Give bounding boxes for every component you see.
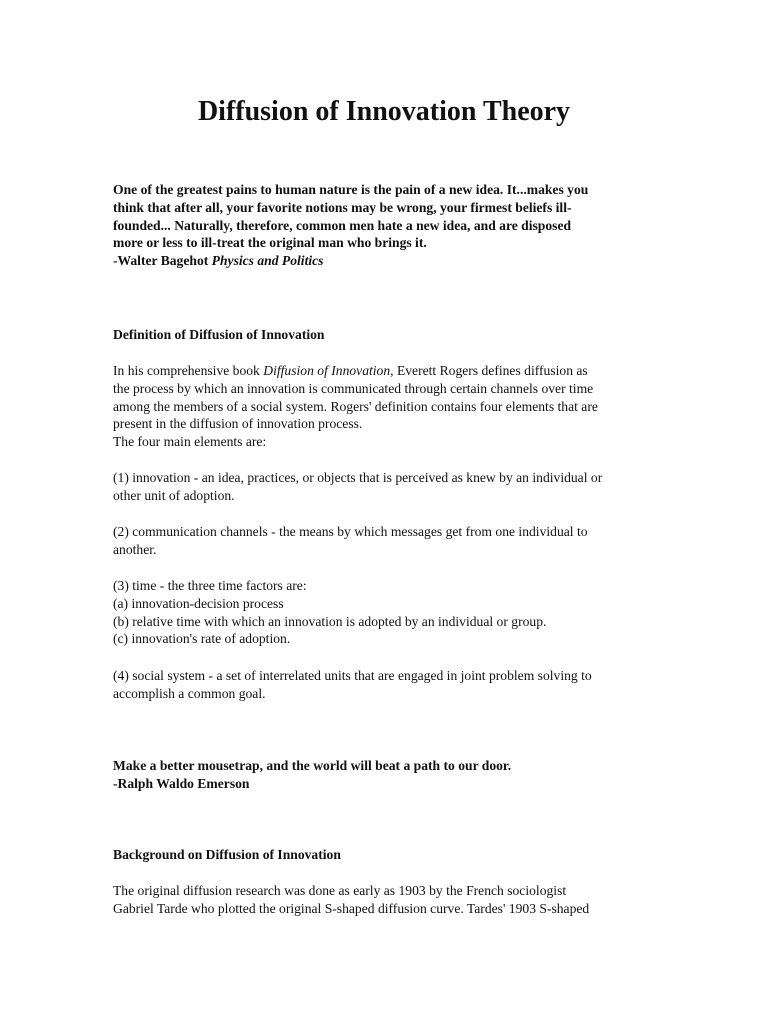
element-line: (4) social system - a set of interrelated units that are engaged in joint problem solving to [113, 668, 592, 683]
element-line: (a) innovation-decision process [113, 595, 284, 611]
section-heading: Background on Diffusion of Innovation [113, 847, 341, 862]
intro-text: In his comprehensive book [113, 363, 264, 378]
paragraph-line: Gabriel Tarde who plotted the original S-shaped diffusion curve. Tardes' 1903 S-shaped [113, 900, 590, 916]
quote-line: more or less to ill-treat the original man who brings it. [113, 235, 427, 251]
quote-work-title: Physics and Politics [211, 253, 324, 269]
element-line: other unit of adoption. [113, 487, 235, 503]
background-paragraph [113, 882, 673, 918]
opening-quote [113, 181, 673, 270]
element-innovation [113, 469, 673, 505]
element-line: (3) time - the three time factors are: [113, 578, 307, 593]
element-social-system [113, 667, 673, 703]
document-title: Diffusion of Innovation Theory [197, 96, 571, 127]
quote-attribution: -Ralph Waldo Emerson [113, 775, 250, 791]
book-title: Diffusion of Innovation [263, 363, 391, 378]
definition-heading [113, 326, 673, 344]
paragraph-line: The original diffusion research was done as early as 1903 by the French sociologist [113, 883, 567, 898]
quote-author: -Walter Bagehot [113, 253, 212, 269]
background-heading [113, 846, 673, 864]
element-line: (b) relative time with which an innovation is adopted by an individual or group. [113, 613, 547, 629]
quote-attribution [113, 252, 673, 270]
quote-line: think that after all, your favorite notions may be wrong, your firmest beliefs ill- [113, 199, 572, 215]
quote-line: Make a better mousetrap, and the world will beat a path to our door. [113, 758, 512, 773]
definition-intro [113, 362, 673, 451]
elements-intro: The four main elements are: [113, 434, 267, 450]
section-heading: Definition of Diffusion of Innovation [113, 327, 325, 342]
element-line: another. [113, 541, 157, 557]
element-line: (2) communication channels - the means by which messages get from one individual to [113, 524, 588, 539]
element-line: (c) innovation's rate of adoption. [113, 631, 291, 647]
intro-line [113, 362, 673, 380]
quote-line: founded... Naturally, therefore, common men hate a new idea, and are disposed [113, 217, 572, 233]
intro-line: present in the diffusion of innovation process. [113, 416, 363, 432]
element-line: accomplish a common goal. [113, 685, 266, 701]
quote-line: One of the greatest pains to human nature is the pain of a new idea. It...makes you [113, 182, 589, 197]
intro-line: the process by which an innovation is communicated through certain channels over time [113, 380, 594, 396]
element-line: (1) innovation - an idea, practices, or objects that is perceived as knew by an individual or [113, 470, 603, 485]
emerson-quote [113, 757, 673, 793]
element-time [113, 577, 673, 648]
intro-line: among the members of a social system. Rogers' definition contains four elements that are [113, 398, 598, 414]
intro-text: , Everett Rogers defines diffusion as [390, 363, 588, 378]
element-communication-channels [113, 523, 673, 559]
